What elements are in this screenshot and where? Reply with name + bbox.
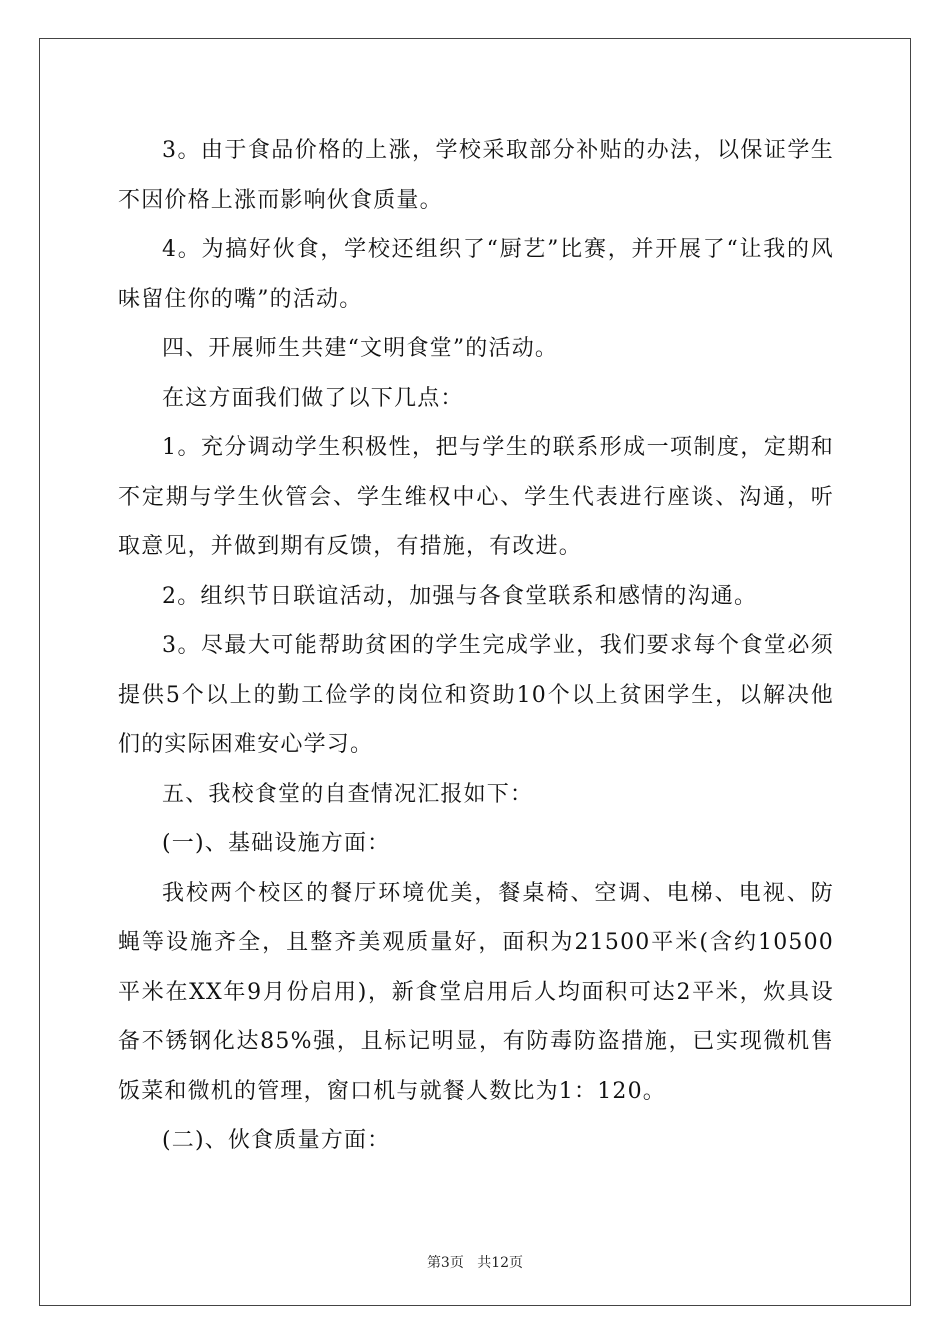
paragraph: 我校两个校区的餐厅环境优美，餐桌椅、空调、电梯、电视、防蝇等设施齐全，且整齐美观质量好，面积为21500平米(含约10500平米在XX年9月份启用)，新食堂启用后人均面积可达2平米，炊具设备不锈钢化达85%强，且标记明显，有防毒防盗措施，已实现微机售饭菜和微机的管理，窗口机与就餐人数比为1：120。 [118, 880, 834, 1104]
page-number-current: 第3页 [426, 1255, 464, 1271]
section-heading: 五、我校食堂的自查情况汇报如下： [162, 781, 534, 807]
subsection-heading: (一)、基础设施方面： [162, 831, 391, 856]
paragraph: 1。充分调动学生积极性，把与学生的联系形成一项制度，定期和不定期与学生伙管会、学生维权中心、学生代表进行座谈、沟通，听取意见，并做到期有反馈，有措施，有改进。 [118, 435, 834, 559]
paragraph: 4。为搞好伙食，学校还组织了“厨艺”比赛，并开展了“让我的风味留住你的嘴”的活动。 [118, 237, 834, 312]
paragraph: 2。组织节日联谊活动，加强与各食堂联系和感情的沟通。 [162, 583, 758, 609]
paragraph: 3。由于食品价格的上涨，学校采取部分补贴的办法，以保证学生不因价格上涨而影响伙食质量。 [118, 138, 834, 213]
paragraph: 在这方面我们做了以下几点： [162, 385, 464, 411]
section-heading: 四、开展师生共建“文明食堂”的活动。 [162, 336, 559, 361]
paragraph: 3。尽最大可能帮助贫困的学生完成学业，我们要求每个食堂必须提供5个以上的勤工俭学的岗位和资助10个以上贫困学生，以解决他们的实际困难安心学习。 [118, 633, 834, 757]
subsection-heading: (二)、伙食质量方面： [162, 1128, 391, 1153]
page-footer [0, 1252, 950, 1272]
page-number-total: 共12页 [477, 1255, 524, 1271]
document-body [118, 126, 834, 1166]
